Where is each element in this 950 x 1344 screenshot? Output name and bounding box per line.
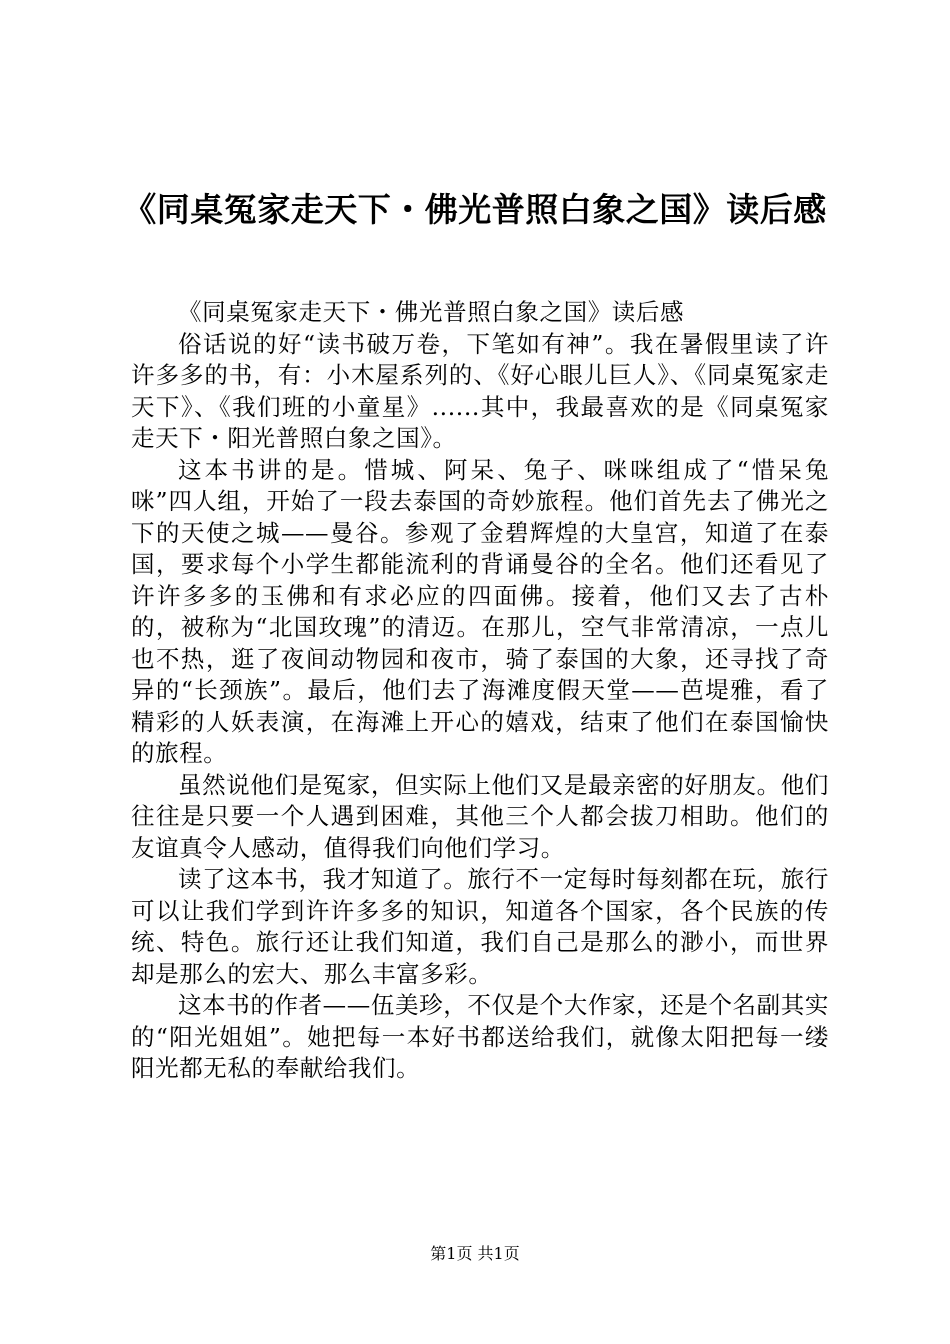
body-paragraph: 这本书的作者——伍美珍，不仅是个大作家，还是个名副其实的“阳光姐姐”。她把每一本好书都送给我们，就像太阳把每一缕阳光都无私的奉献给我们。	[131, 991, 829, 1082]
body-paragraph: 这本书讲的是。惜城、阿呆、兔子、咪咪组成了“惜呆兔咪”四人组，开始了一段去泰国的奇妙旅程。他们首先去了佛光之下的天使之城——曼谷。参观了金碧辉煌的大皇宫，知道了在泰国，要求每个小学生都能流利的背诵曼谷的全名。他们还看见了许许多多的玉佛和有求必应的四面佛。接着，他们又去了古朴的，被称为“北国玫瑰”的清迈。在那儿，空气非常清凉，一点儿也不热，逛了夜间动物园和夜市，骑了泰国的大象，还寻找了奇异的“长颈族”。最后，他们去了海滩度假天堂——芭堤雅，看了精彩的人妖表演，在海滩上开心的嬉戏，结束了他们在泰国愉快的旅程。	[131, 455, 829, 767]
page-footer	[0, 1244, 950, 1264]
document-title: 《同桌冤家走天下・佛光普照白象之国》读后感	[123, 190, 827, 229]
document-body	[131, 297, 829, 1085]
body-paragraph: 虽然说他们是冤家，但实际上他们又是最亲密的好朋友。他们往往是只要一个人遇到困难，其他三个人都会拔刀相助。他们的友谊真令人感动，值得我们向他们学习。	[131, 770, 829, 862]
page-number: 第1页 共1页	[430, 1244, 520, 1263]
body-paragraph: 读了这本书，我才知道了。旅行不一定每时每刻都在玩，旅行可以让我们学到许许多多的知识，知道各个国家，各个民族的传统、特色。旅行还让我们知道，我们自己是那么的渺小，而世界却是那么的宏大、那么丰富多彩。	[131, 865, 829, 988]
body-paragraph: 《同桌冤家走天下・佛光普照白象之国》读后感	[178, 298, 685, 326]
body-paragraph: 俗话说的好“读书破万卷，下笔如有神”。我在暑假里读了许许多多的书，有：小木屋系列的、《好心眼儿巨人》、《同桌冤家走天下》、《我们班的小童星》......其中，我最喜欢的是《同桌冤家走天下・阳光普照白象之国》。	[131, 329, 829, 452]
